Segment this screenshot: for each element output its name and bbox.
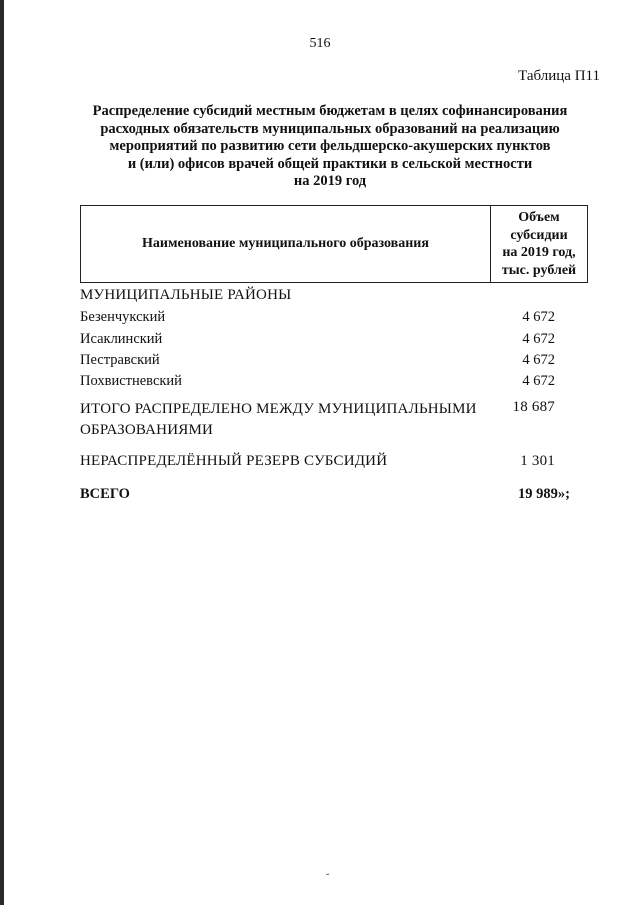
page-edge [0, 0, 4, 905]
district-value: 4 672 [522, 309, 555, 325]
column-header-value [491, 206, 587, 282]
distributed-value: 18 687 [512, 399, 555, 415]
column-header-name: Наименование муниципального образования [81, 206, 491, 282]
title-line: расходных обязательств муниципальных образований на реализацию [100, 120, 560, 137]
district-value: 4 672 [522, 373, 555, 389]
column-header-value-line: на 2019 год, [502, 245, 576, 260]
district-name: Исаклинский [80, 331, 163, 347]
column-header-value-line: Объем [518, 210, 560, 225]
district-value: 4 672 [522, 352, 555, 368]
district-name: Похвистневский [80, 373, 182, 389]
table-reference: Таблица П11 [518, 68, 600, 84]
title-line: и (или) офисов врачей общей практики в сельской местности [127, 155, 533, 172]
title-line: Распределение субсидий местным бюджетам в целях софинансирования [92, 103, 568, 119]
table-header [80, 205, 588, 283]
scan-mark: ˇ [326, 873, 330, 884]
reserve-label: НЕРАСПРЕДЕЛЁННЫЙ РЕЗЕРВ СУБСИДИЙ [80, 453, 388, 469]
district-name: Пестравский [80, 352, 160, 368]
page-number: 516 [309, 36, 331, 51]
column-header-value-line: субсидии [510, 227, 568, 243]
document-title [70, 103, 590, 191]
column-header-value-line: тыс. рублей [501, 262, 577, 278]
distributed-label-line: ОБРАЗОВАНИЯМИ [80, 422, 214, 438]
district-name: Безенчукский [80, 309, 166, 325]
title-line: мероприятий по развитию сети фельдшерско-акушерских пунктов [109, 138, 551, 154]
distributed-label [80, 399, 477, 441]
total-label: ВСЕГО [80, 486, 130, 502]
reserve-value: 1 301 [520, 453, 555, 469]
section-header: МУНИЦИПАЛЬНЫЕ РАЙОНЫ [80, 287, 292, 303]
title-line: на 2019 год [293, 173, 367, 189]
district-value: 4 672 [522, 331, 555, 347]
total-value: 19 989»; [518, 486, 570, 502]
distributed-label-line: ИТОГО РАСПРЕДЕЛЕНО МЕЖДУ МУНИЦИПАЛЬНЫМИ [80, 401, 477, 417]
